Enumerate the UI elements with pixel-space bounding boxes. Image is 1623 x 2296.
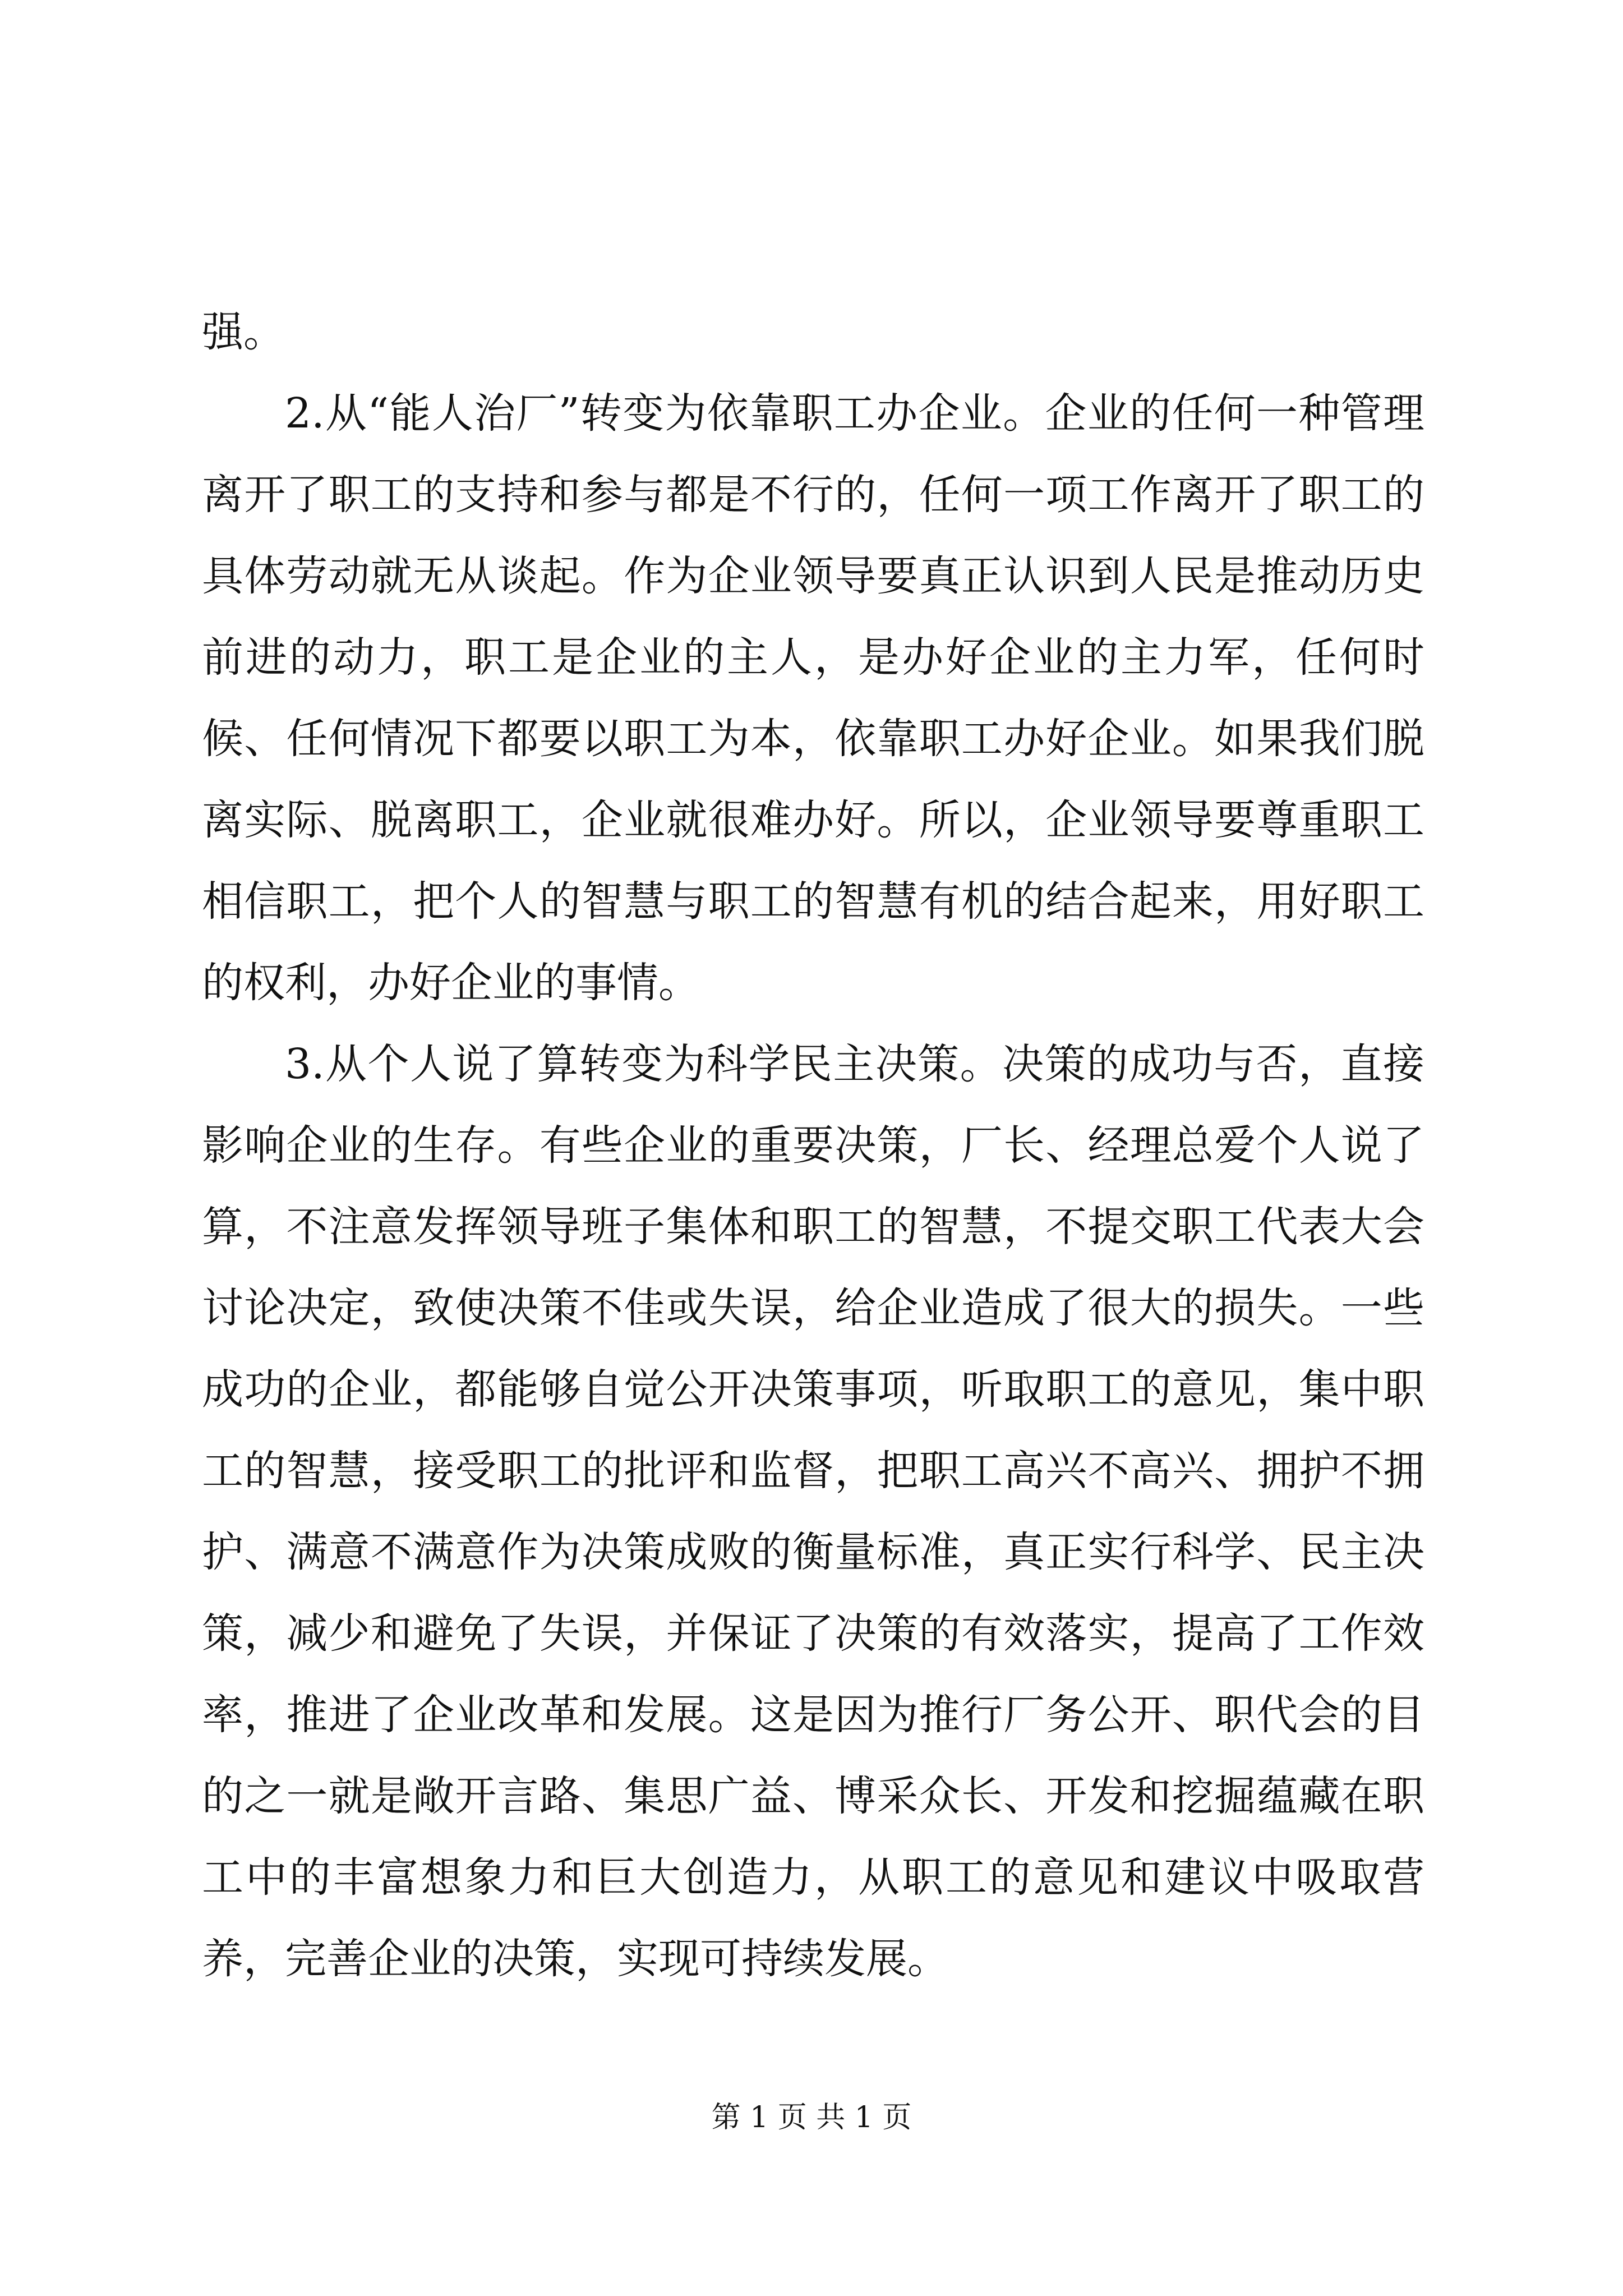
- paragraph-point-3: 3.从个人说了算转变为科学民主决策。决策的成功与否，直接影响企业的生存。有些企业的重要决策，厂长、经理总爱个人说了算，不注意发挥领导班子集体和职工的智慧，不提交职工代表大会讨论决定，致使决策不佳或失误，给企业造成了很大的损失。一些成功的企业，都能够自觉公开决策事项，听取职工的意见，集中职工的智慧，接受职工的批评和监督，把职工高兴不高兴、拥护不拥护、满意不满意作为决策成败的衡量标准，真正实行科学、民主决策，减少和避免了失误，并保证了决策的有效落实，提高了工作效率，推进了企业改革和发展。这是因为推行厂务公开、职代会的目的之一就是敞开言路、集思广益、博采众长、开发和挖掘蕴藏在职工中的丰富想象力和巨大创造力，从职工的意见和建议中吸取营养，完善企业的决策，实现可持续发展。: [202, 1040, 1424, 1983]
- paragraph-continuation: 强。: [202, 308, 285, 356]
- document-body: [202, 292, 1424, 2000]
- page-footer: 第 1 页 共 1 页: [711, 2101, 912, 2134]
- paragraph-point-2: 2.从“能人治厂”转变为依靠职工办企业。企业的任何一种管理离开了职工的支持和参与都是不行的，任何一项工作离开了职工的具体劳动就无从谈起。作为企业领导要真正认识到人民是推动历史前进的动力，职工是企业的主人，是办好企业的主力军，任何时候、任何情况下都要以职工为本，依靠职工办好企业。如果我们脱离实际、脱离职工，企业就很难办好。所以，企业领导要尊重职工相信职工，把个人的智慧与职工的智慧有机的结合起来，用好职工的权利，办好企业的事情。: [202, 389, 1424, 1007]
